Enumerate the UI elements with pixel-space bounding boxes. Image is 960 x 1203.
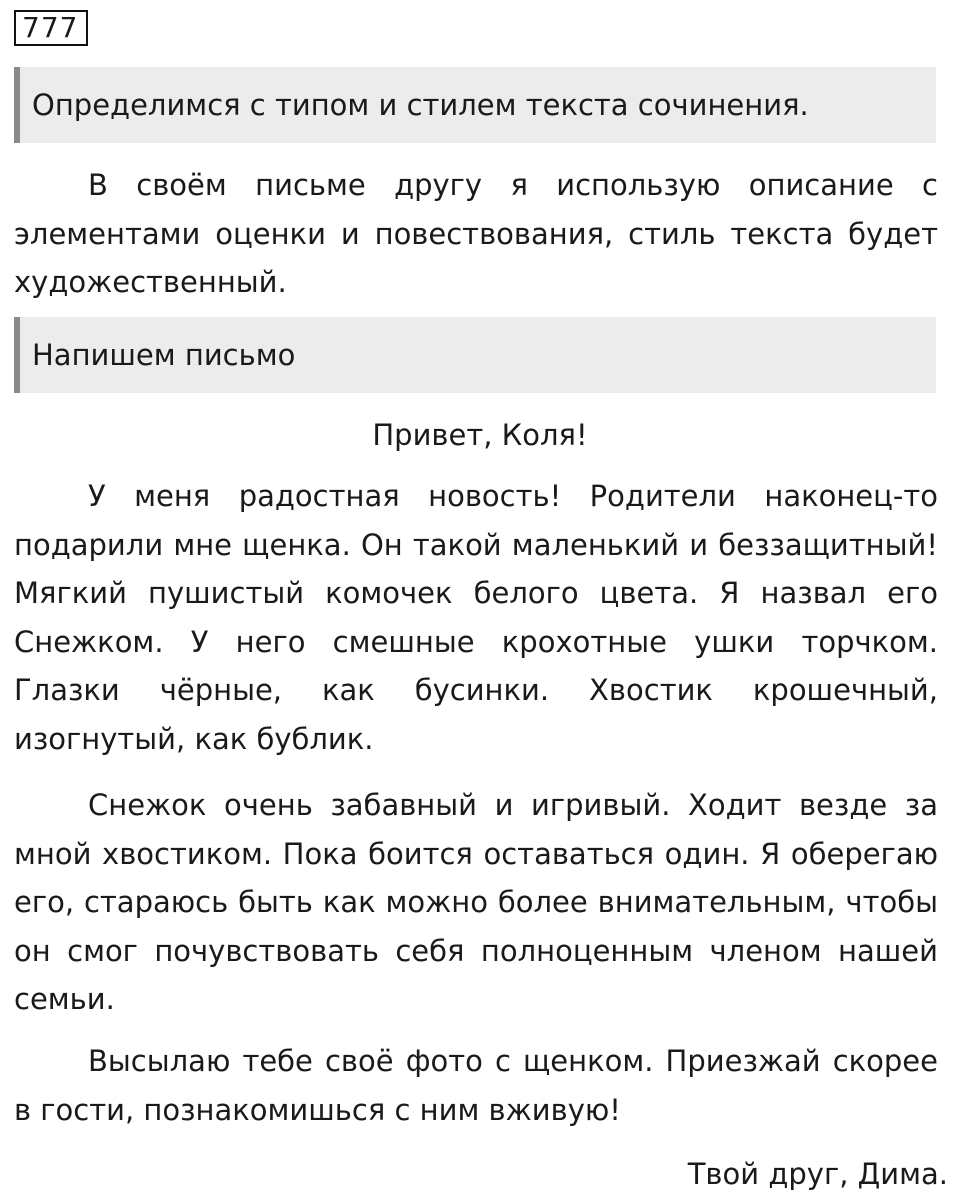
task-number: 777 [14, 10, 88, 46]
letter-signature: Твой друг, Дима. [687, 1157, 948, 1191]
letter-paragraph: У меня радостная новость! Родители наконец-то подарили мне щенка. Он такой маленький и беззащитный! Мягкий пушистый комочек белого цвета. Я назвал его Снежком. У него смешные крохотные ушки торчком. Глазки чёрные, как бусинки. Хвостик крошечный, изогнутый, как бублик. [14, 479, 938, 756]
letter-greeting: Привет, Коля! [372, 418, 588, 452]
letter-paragraph: Высылаю тебе своё фото с щенком. Приезжай скорее в гости, познакомишься с ним вживую! [14, 1044, 938, 1127]
letter-paragraph: Снежок очень забавный и игривый. Ходит везде за мной хвостиком. Пока боится оставаться один. Я оберегаю его, стараюсь быть как можно более внимательным, чтобы он смог почувствовать себя полноценным членом нашей семьи. [14, 788, 938, 1016]
intro-paragraph: В своём письме другу я использую описание с элементами оценки и повествования, стиль текста будет художественный. [14, 168, 938, 299]
section-heading-type-style: Определимся с типом и стилем текста сочинения. [14, 67, 936, 143]
section-heading-letter: Напишем письмо [14, 317, 936, 393]
